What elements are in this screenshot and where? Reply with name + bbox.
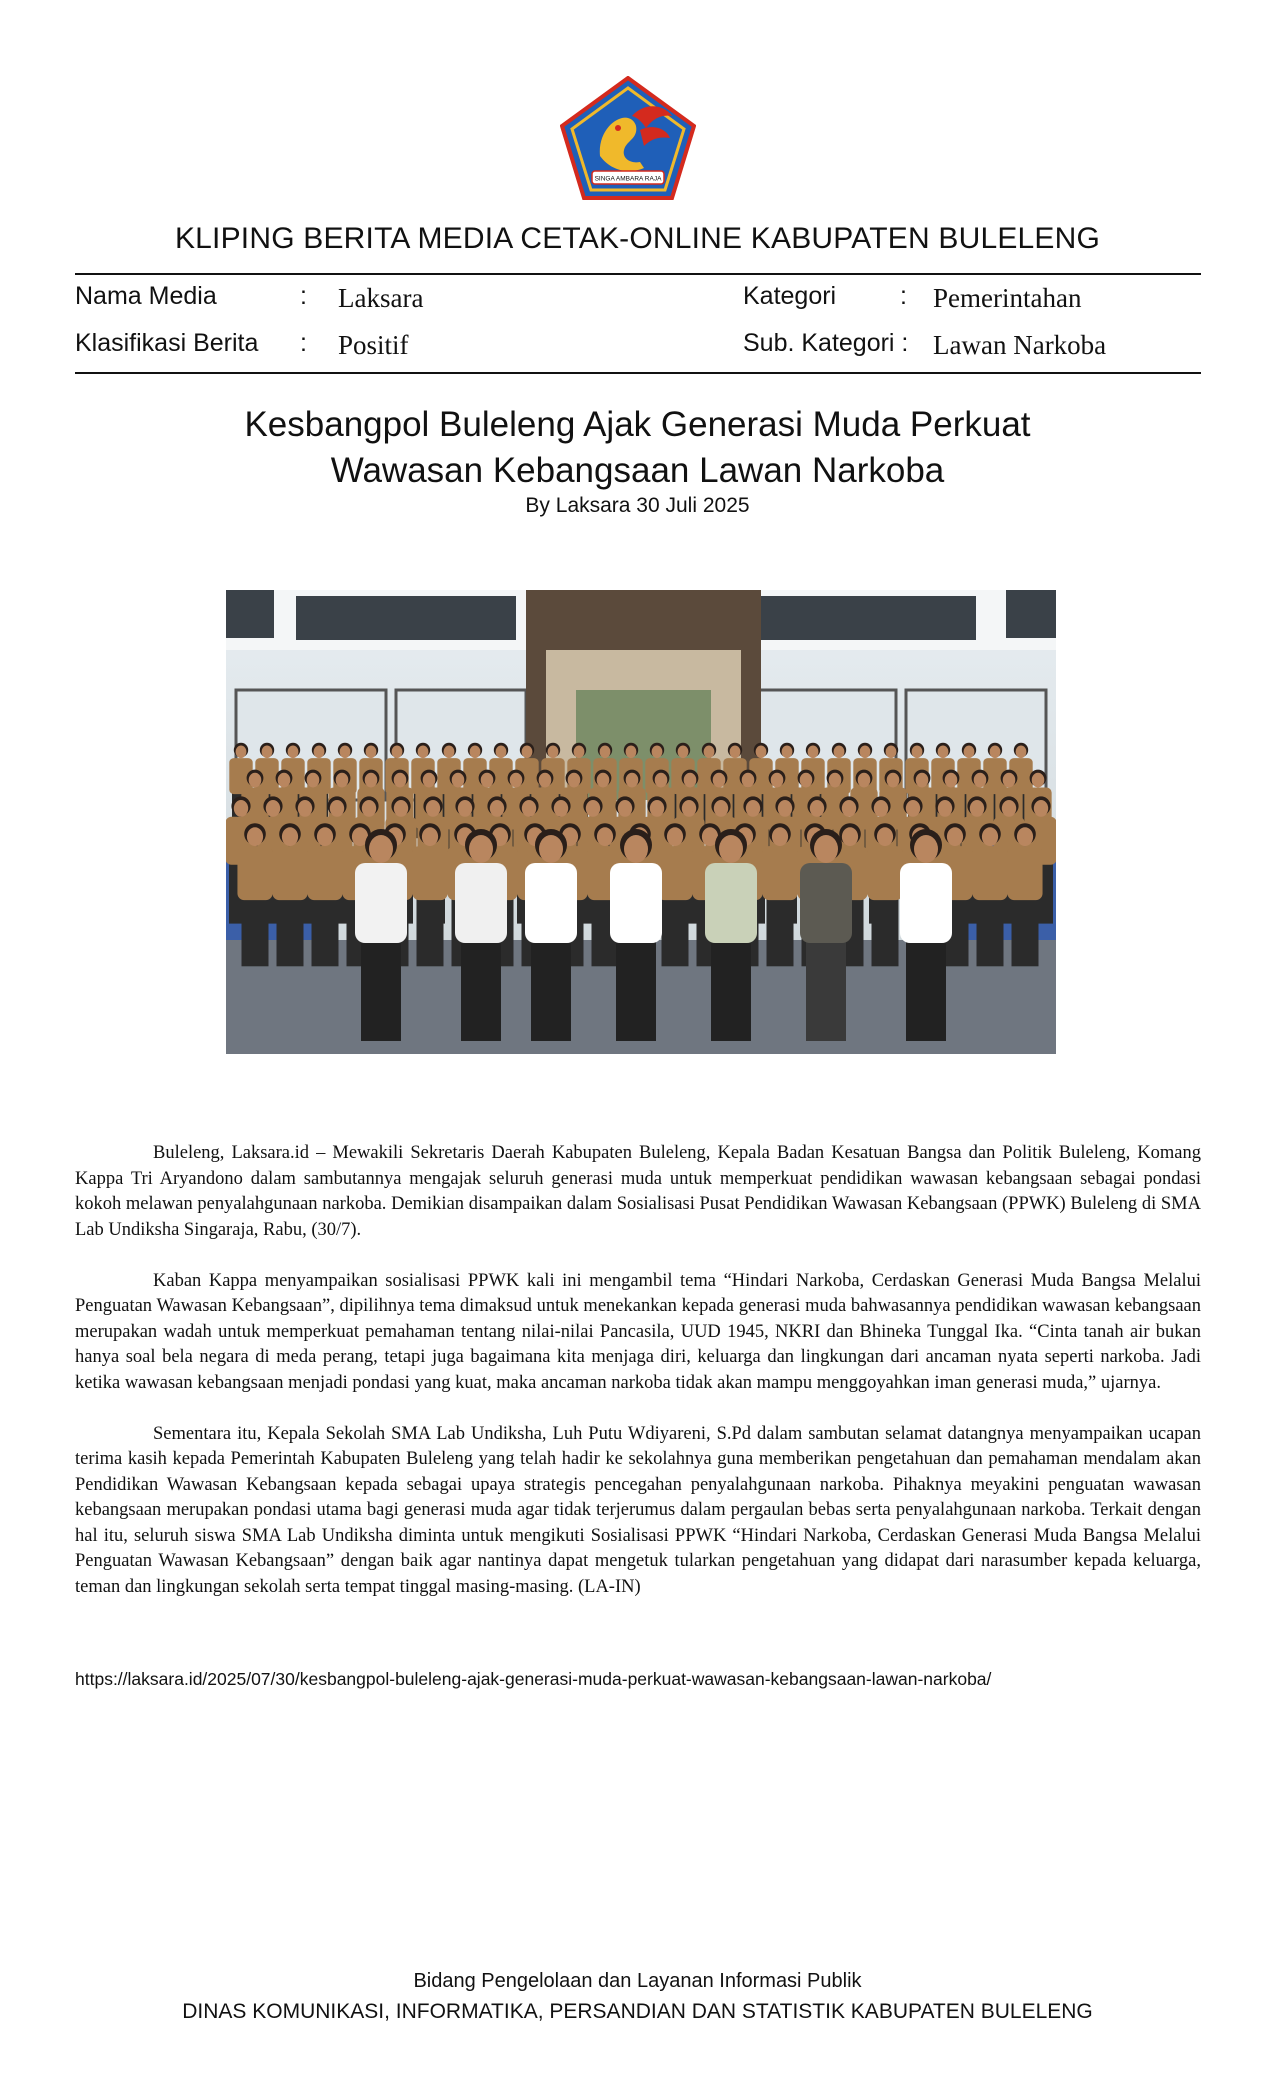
footer-department: DINAS KOMUNIKASI, INFORMATIKA, PERSANDIAN DAN STATISTIK KABUPATEN BULELENG: [182, 2000, 1093, 2023]
subkategori-label: Sub. Kategori :: [743, 329, 909, 357]
meta-divider: [75, 372, 1201, 374]
kategori-label: Kategori: [743, 282, 837, 310]
page-title: KLIPING BERITA MEDIA CETAK-ONLINE KABUPATEN BULELENG: [174, 222, 1101, 255]
colon: :: [300, 329, 307, 357]
headline-line-1: Kesbangpol Buleleng Ajak Generasi Muda Perkuat: [244, 405, 1031, 444]
article-photo: [226, 590, 1056, 1054]
klasifikasi-value: Positif: [338, 330, 409, 360]
headline-line-2: Wawasan Kebangsaan Lawan Narkoba: [330, 451, 945, 490]
subkategori-value: Lawan Narkoba: [933, 330, 1107, 360]
article-headline: [0, 402, 1275, 494]
buleleng-logo: [560, 76, 696, 200]
article-paragraph: Buleleng, Laksara.id – Mewakili Sekretaris Daerah Kabupaten Buleleng, Kepala Badan Kesatuan Bangsa dan Politik Buleleng, Komang Kappa Tri Aryandono dalam sambutannya mengajak seluruh generasi muda untuk memperkuat pendidikan wawasan kebangsaan sebagai pondasi kokoh melawan penyalahgunaan narkoba. Demikian disampaikan dalam Sosialisasi Pusat Pendidikan Wawasan Kebangsaan (PPWK) Buleleng di SMA Lab Undiksha Singaraja, Rabu, (30/7).: [75, 1143, 1201, 1240]
media-label: Nama Media: [75, 282, 217, 310]
article-paragraph: Kaban Kappa menyampaikan sosialisasi PPWK kali ini mengambil tema “Hindari Narkoba, Cerdaskan Generasi Muda Bangsa Melalui Penguatan Wawasan Kebangsaan”, dipilihnya tema dimaksud untuk menekankan kepada generasi muda bahwasannya pendidikan wawasan kebangsaan merupakan wadah untuk memperkuat pemahaman tentang nilai-nilai Pancasila, UUD 1945, NKRI dan Bhineka Tunggal Ika. “Cinta tanah air bukan hanya soal bela negara di meda perang, tetapi juga bagaimana kita menjaga diri, keluarga dan lingkungan dari ancaman nyata seperti narkoba. Jadi ketika wawasan kebangsaan menjadi pondasi yang kuat, maka ancaman narkoba tidak akan mampu menggoyahkan iman generasi muda,” ujarnya.: [75, 1270, 1201, 1393]
top-divider: [75, 273, 1201, 275]
article-paragraph: Sementara itu, Kepala Sekolah SMA Lab Undiksha, Luh Putu Wdiyareni, S.Pd dalam sambutan selamat datangnya menyampaikan ucapan terima kasih kepada Pemerintah Kabupaten Buleleng yang telah hadir ke sekolahnya guna memberikan pengetahuan dan pemahaman mendalam akan Pendidikan Wawasan Kebangsaan kepada sebagai upaya strategis pencegahan penyalahgunaan narkoba. Pihaknya meyakini penguatan wawasan kebangsaan merupakan pondasi utama bagi generasi muda agar tidak terjerumus dalam pergaulan bebas serta penyalahgunaan narkoba. Terkait dengan hal itu, seluruh siswa SMA Lab Undiksha diminta untuk mengikuti Sosialisasi PPWK “Hindari Narkoba, Cerdaskan Generasi Muda Bangsa Melalui Penguatan Wawasan Kebangsaan” dengan baik agar nantinya dapat mengetuk tularkan pengetahuan yang didapat dari narasumber kepada keluarga, teman dan lingkungan sekolah serta tempat tinggal masing-masing. (LA-IN): [75, 1423, 1201, 1597]
klasifikasi-label: Klasifikasi Berita: [75, 329, 259, 357]
logo-motto: SINGA AMBARA RAJA: [594, 175, 662, 183]
footer-division: Bidang Pengelolaan dan Layanan Informasi Publik: [413, 1970, 862, 1992]
media-value: Laksara: [338, 283, 424, 313]
colon: :: [300, 282, 307, 310]
article-body: [75, 1141, 1201, 1626]
article-byline: By Laksara 30 Juli 2025: [525, 494, 750, 517]
kategori-value: Pemerintahan: [933, 283, 1082, 313]
colon: :: [900, 282, 907, 310]
source-url: https://laksara.id/2025/07/30/kesbangpol-buleleng-ajak-generasi-muda-perkuat-wawasan-kebangsaan-lawan-narkoba/: [75, 1669, 992, 1689]
